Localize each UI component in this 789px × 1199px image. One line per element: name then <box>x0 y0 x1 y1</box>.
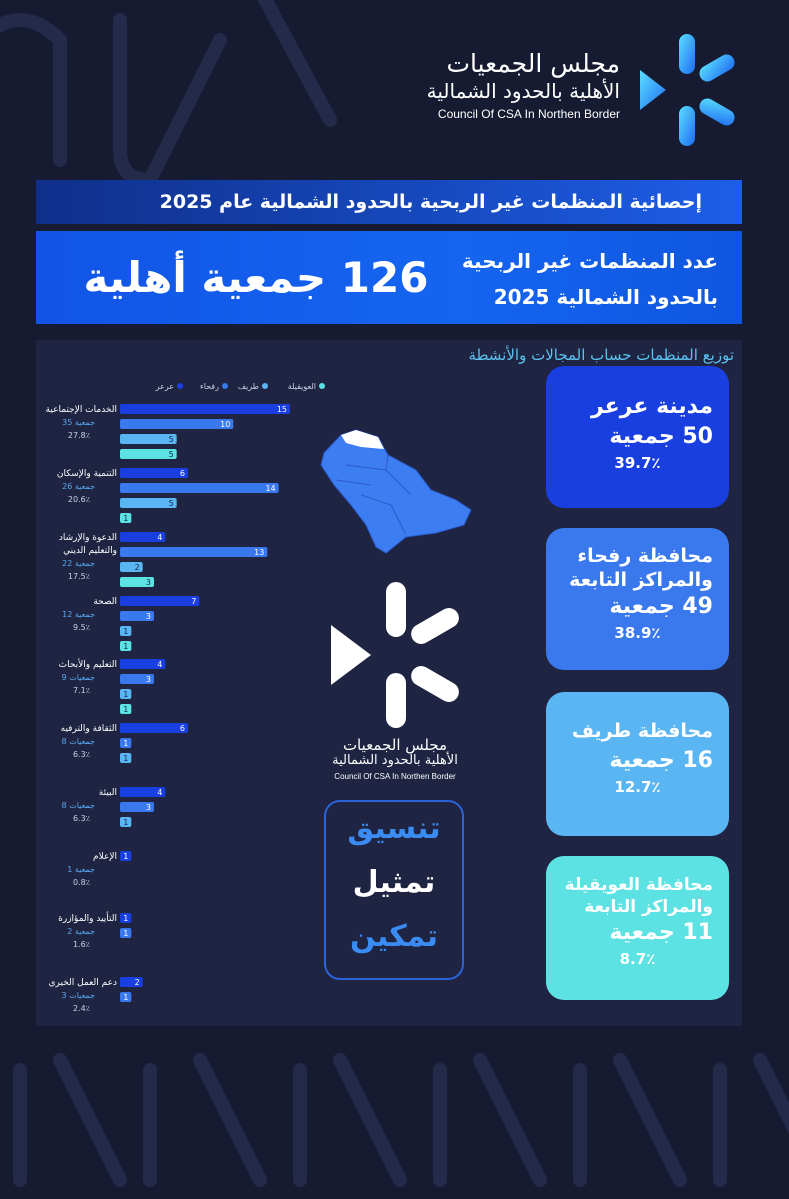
card-rafha-pct: 38.9٪ <box>614 624 661 642</box>
category-label: دعم العمل الخيري <box>48 978 117 988</box>
motto-coordination: تنسيق <box>347 811 441 846</box>
category-label: الدعوة والإرشاد <box>58 533 117 543</box>
bar-value-label: 1 <box>123 705 129 714</box>
bar-value-label: 3 <box>145 578 151 587</box>
card-turaif <box>546 692 729 836</box>
card-uwayqila-subtitle: والمراكز التابعة <box>584 897 713 917</box>
bar-value-label: 3 <box>145 612 151 621</box>
bar-value-label: 6 <box>179 469 185 478</box>
card-turaif-pct: 12.7٪ <box>614 778 661 796</box>
category-count: 12 جمعية <box>62 610 95 619</box>
category-label: الصحة <box>93 597 117 607</box>
logo-text-en: Council Of CSA In Northen Border <box>437 107 620 121</box>
bar <box>120 419 233 429</box>
bar-value-label: 1 <box>123 754 129 763</box>
category-count: 8 جمعيات <box>61 801 95 810</box>
banner-subtitle-line1: عدد المنظمات غير الربحية <box>461 249 718 273</box>
bar-value-label: 1 <box>123 818 129 827</box>
motto-representation: تمثيل <box>352 865 436 900</box>
card-arar-pct: 39.7٪ <box>614 454 661 472</box>
bar-value-label: 1 <box>123 993 129 1002</box>
card-arar-count: 50 جمعية <box>609 424 713 449</box>
card-arar <box>546 366 729 508</box>
banner-subtitle-line2: بالحدود الشمالية 2025 <box>493 285 718 309</box>
bar-value-label: 7 <box>191 597 197 606</box>
bar-value-label: 5 <box>168 450 174 459</box>
category-pct: 1.6٪ <box>72 940 90 949</box>
category-label: الثقافة والترفيه <box>60 724 117 734</box>
card-rafha-title: محافظة رفحاء <box>577 545 713 567</box>
bar <box>120 596 199 606</box>
category-pct: 6.3٪ <box>72 750 90 759</box>
legend-marker <box>177 383 183 389</box>
category-count: 8 جمعيات <box>61 737 95 746</box>
category-label: التعليم والأبحاث <box>58 660 117 670</box>
page-title: إحصائية المنظمات غير الربحية بالحدود الشمالية عام 2025 <box>36 180 742 224</box>
bar-value-label: 1 <box>123 852 129 861</box>
category-count: 1 جمعية <box>67 865 95 874</box>
banner-total: 126 جمعية أهلية <box>83 253 429 302</box>
bar-value-label: 1 <box>123 642 129 651</box>
center-logo-line2: الأهلية بالحدود الشمالية <box>332 753 458 768</box>
card-uwayqila-title: محافظة العويقيلة <box>564 875 713 895</box>
legend-label: العويقيلة <box>287 382 316 391</box>
category-label: البيئة <box>98 788 117 798</box>
bar-value-label: 3 <box>145 675 151 684</box>
center-logo-line1: مجلس الجمعيات <box>342 736 448 754</box>
category-count: 26 جمعية <box>62 482 95 491</box>
motto-empowerment: تمكين <box>349 919 439 954</box>
bar-value-label: 15 <box>276 405 287 414</box>
card-arar-title: مدينة عرعر <box>591 394 713 419</box>
category-count: 35 جمعية <box>62 418 95 427</box>
motto-box <box>324 800 464 980</box>
council-logo-large-icon <box>325 580 465 730</box>
bar-value-label: 1 <box>123 914 129 923</box>
logo-text-line2: الأهلية بالحدود الشمالية <box>426 79 620 103</box>
bar-value-label: 1 <box>123 739 129 748</box>
logo-text-line1: مجلس الجمعيات <box>446 49 620 78</box>
legend-marker <box>262 383 268 389</box>
category-count: 22 جمعية <box>62 559 95 568</box>
category-pct: 6.3٪ <box>72 814 90 823</box>
bar-value-label: 13 <box>254 548 265 557</box>
bar-value-label: 4 <box>157 533 163 542</box>
bar-value-label: 14 <box>265 484 276 493</box>
bar-value-label: 3 <box>145 803 151 812</box>
legend-label: رفحاء <box>199 382 219 391</box>
card-uwayqila-pct: 8.7٪ <box>619 950 656 968</box>
bar-value-label: 1 <box>123 627 129 636</box>
card-uwayqila-count: 11 جمعية <box>609 920 713 945</box>
chart-title: توزيع المنظمات حساب المجالات والأنشطة <box>468 346 734 364</box>
saudi-map-icon <box>316 425 476 555</box>
legend-label: طريف <box>237 382 259 391</box>
card-turaif-title: محافظة طريف <box>571 720 713 742</box>
bar <box>120 404 290 414</box>
bar-value-label: 2 <box>134 978 140 987</box>
card-rafha-count: 49 جمعية <box>609 594 713 619</box>
bar <box>120 547 267 557</box>
bar <box>120 468 188 478</box>
center-logo-en: Council Of CSA In Northen Border <box>334 772 456 781</box>
category-label: الإعلام <box>93 852 117 862</box>
bar-value-label: 5 <box>168 435 174 444</box>
bar <box>120 723 188 733</box>
card-rafha-subtitle: والمراكز التابعة <box>569 569 713 591</box>
category-count: 2 جمعية <box>67 927 95 936</box>
category-label: التنمية والإسكان <box>56 469 117 479</box>
bar-value-label: 1 <box>123 514 129 523</box>
card-rafha <box>546 528 729 670</box>
bar-value-label: 4 <box>157 788 163 797</box>
category-pct: 20.6٪ <box>67 495 90 504</box>
legend-marker <box>222 383 228 389</box>
category-label: والتعليم الديني <box>63 546 117 556</box>
card-turaif-count: 16 جمعية <box>609 748 713 773</box>
category-label: التأييد والمؤازرة <box>58 914 117 924</box>
category-pct: 7.1٪ <box>72 686 90 695</box>
category-pct: 27.8٪ <box>67 431 90 440</box>
legend-marker <box>319 383 325 389</box>
bar-value-label: 6 <box>179 724 185 733</box>
bar-value-label: 1 <box>123 690 129 699</box>
category-count: 9 جمعيات <box>61 673 95 682</box>
card-uwayqila <box>546 856 729 1000</box>
category-pct: 17.5٪ <box>67 572 90 581</box>
category-count: 3 جمعيات <box>61 991 95 1000</box>
category-label: الخدمات الإجتماعية <box>45 405 117 415</box>
bar-value-label: 1 <box>123 929 129 938</box>
category-pct: 0.8٪ <box>72 878 90 887</box>
bar-value-label: 4 <box>157 660 163 669</box>
bar-value-label: 10 <box>220 420 231 429</box>
category-pct: 2.4٪ <box>72 1004 90 1013</box>
category-pct: 9.5٪ <box>72 623 90 632</box>
bar <box>120 483 279 493</box>
bar-value-label: 2 <box>134 563 140 572</box>
bar-value-label: 5 <box>168 499 174 508</box>
legend-label: عرعر <box>155 382 174 391</box>
